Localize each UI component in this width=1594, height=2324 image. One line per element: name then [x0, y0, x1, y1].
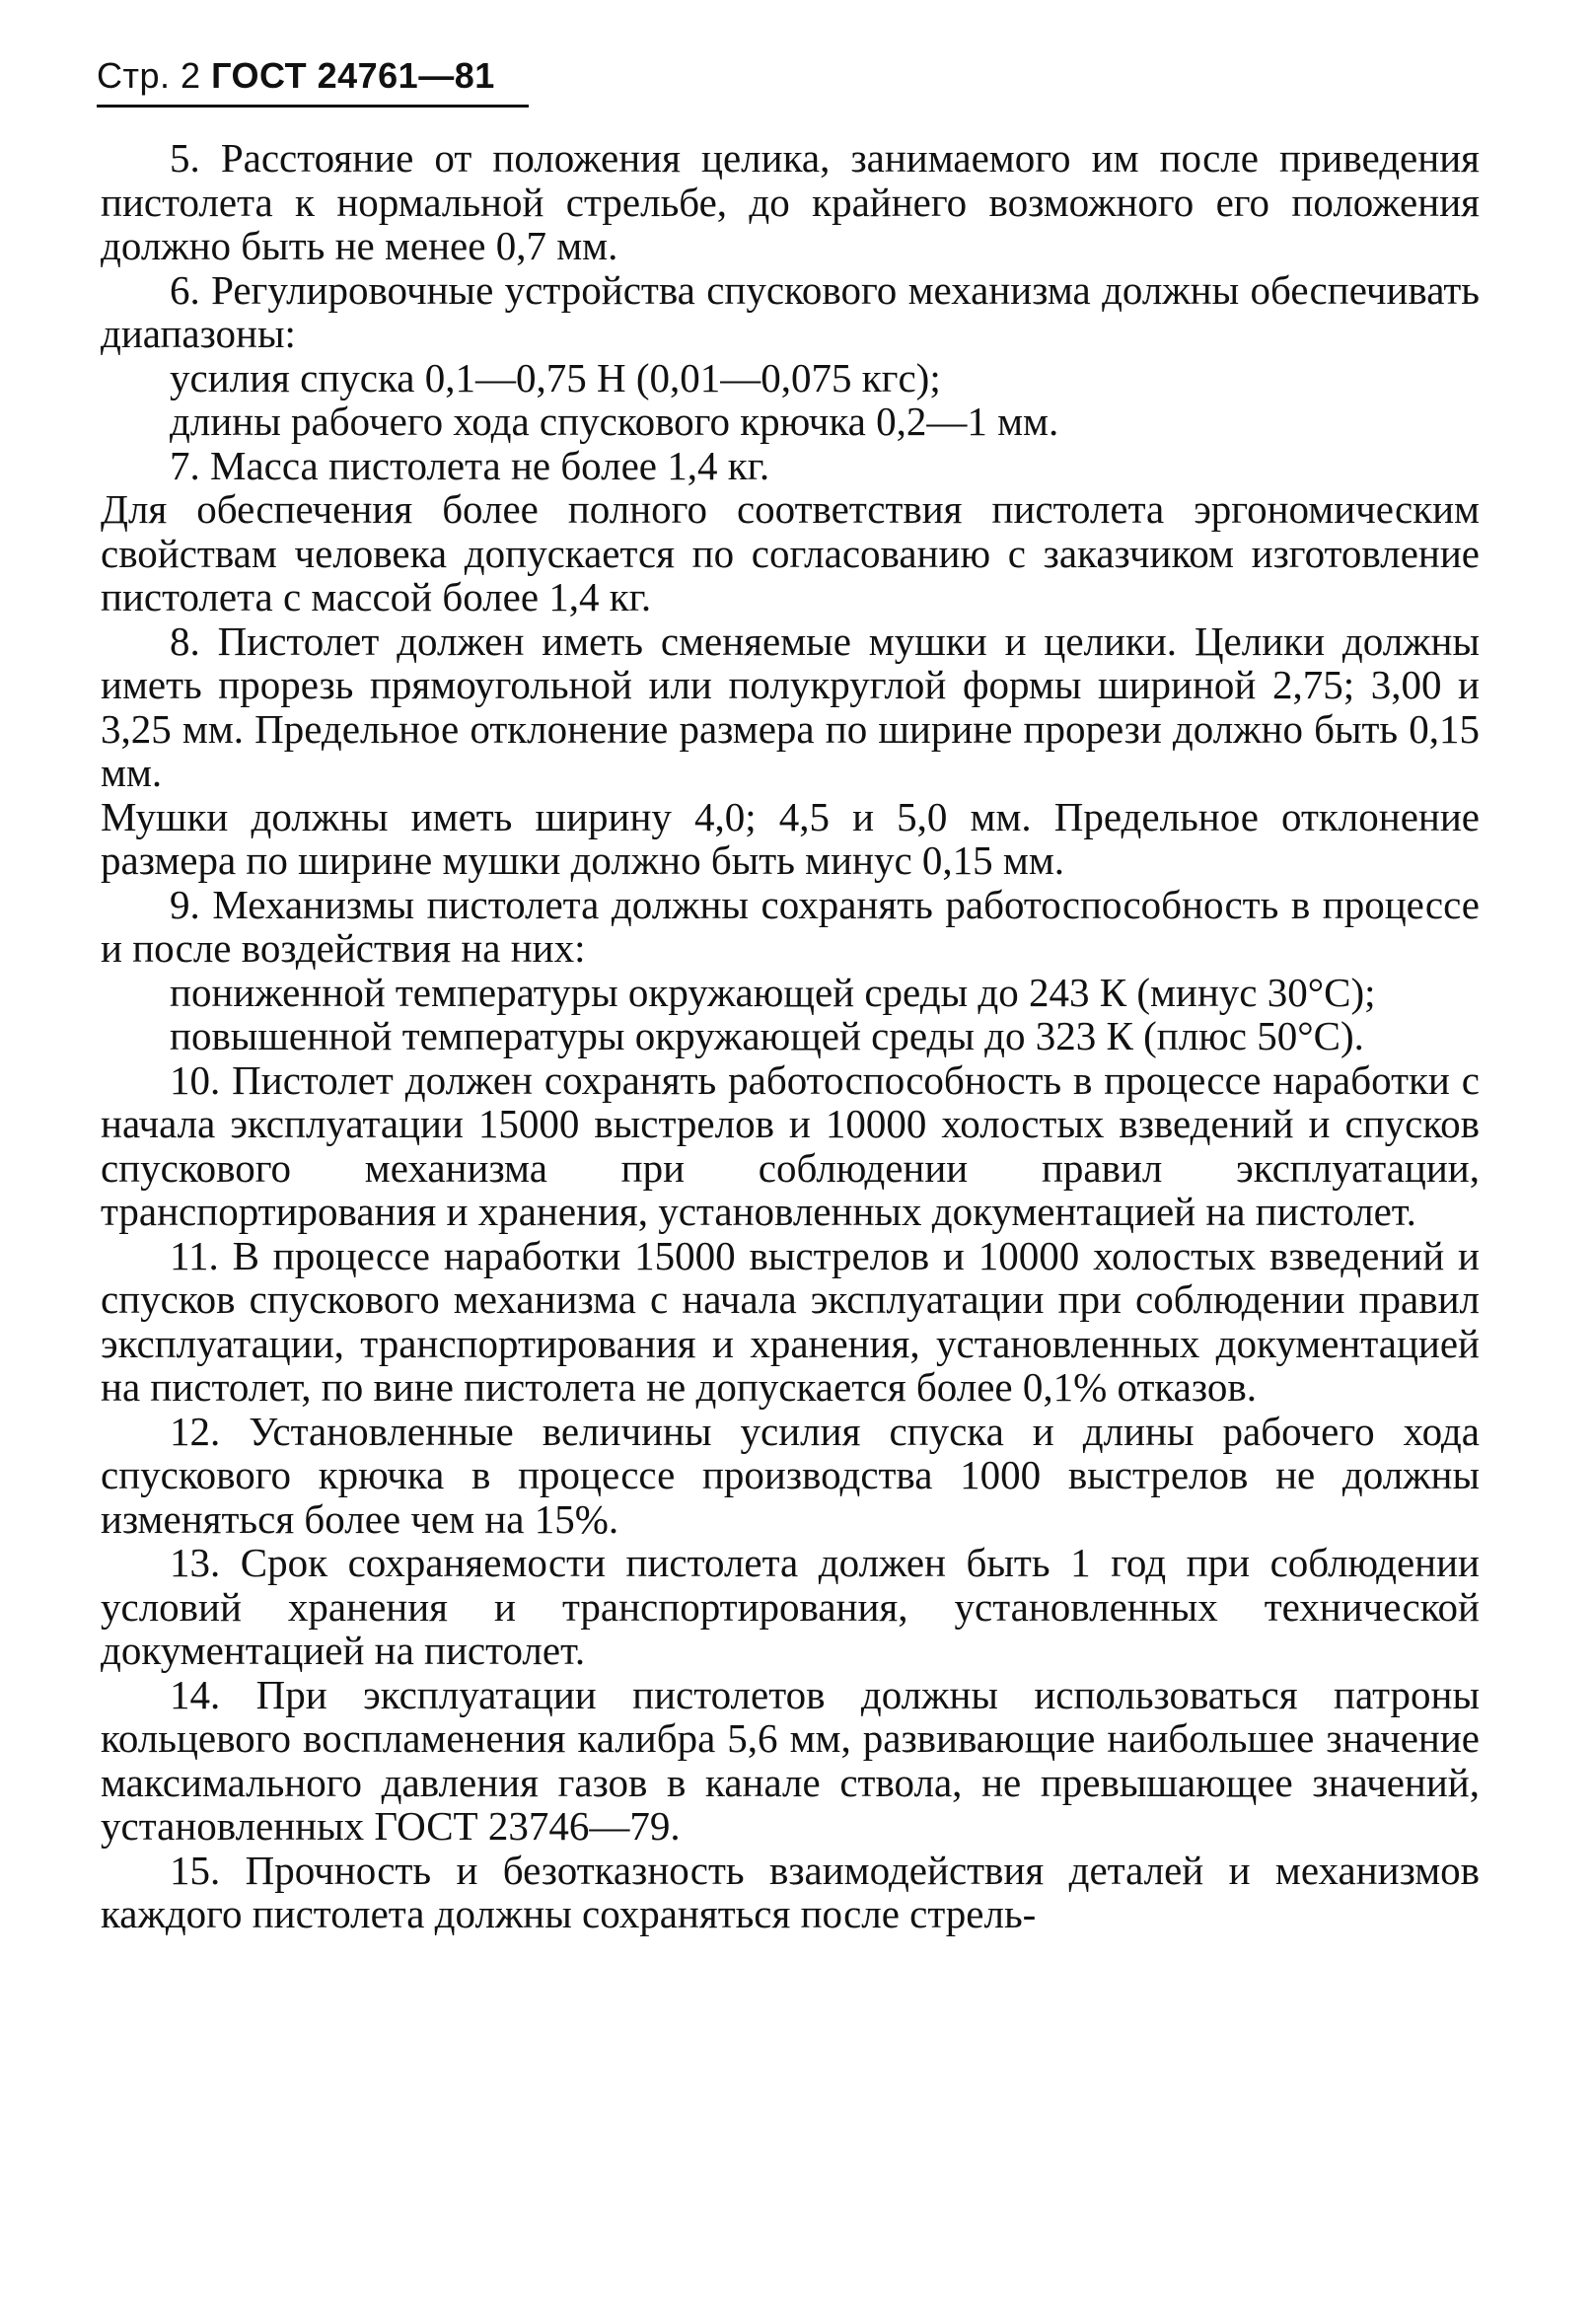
paragraph-14: 14. При эксплуатации пистолетов должны использоваться патроны кольцевого воспламенения калибра 5,6 мм, развивающие наибольшее значение максимального давления газов в канале ствола, не превышающее значений, установленных ГОСТ 23746—79.	[101, 1671, 1480, 1849]
standard-number: ГОСТ 24761—81	[211, 55, 495, 96]
paragraph-8-front-sights: Мушки должны иметь ширину 4,0; 4,5 и 5,0 мм. Предельное отклонение размера по ширине мушки должно быть минус 0,15 мм.	[101, 793, 1480, 883]
paragraph-11: 11. В процессе наработки 15000 выстрелов и 10000 холостых взведений и спусков спускового механизма с начала эксплуатации при соблюдении правил эксплуатации, транспортирования и хранения, установленных документацией на пистолет, по вине пистолета не допускается более 0,1% отказов.	[101, 1232, 1480, 1410]
page-number: Стр. 2	[97, 55, 201, 96]
paragraph-7: 7. Масса пистолета не более 1,4 кг.	[170, 442, 770, 488]
paragraph-5: 5. Расстояние от положения целика, занимаемого им после приведения пистолета к нормальной стрельбе, до крайнего возможного его положения должно быть не менее 0,7 мм.	[101, 135, 1480, 268]
paragraph-10: 10. Пистолет должен сохранять работоспособность в процессе наработки с начала эксплуатации 15000 выстрелов и 10000 холостых взведений и спусков спускового механизма при соблюдении правил эксплуатации, транспортирования и хранения, установленных документацией на пистолет.	[101, 1056, 1480, 1234]
paragraph-6-item-travel: длины рабочего хода спускового крючка 0,2—1 мм.	[170, 399, 1059, 444]
paragraph-12: 12. Установленные величины усилия спуска и длины рабочего хода спускового крючка в процессе производства 1000 выстрелов не должны изменяться более чем на 15%.	[101, 1408, 1480, 1542]
paragraph-9-high-temp: повышенной температуры окружающей среды до 323 К (плюс 50°С).	[170, 1013, 1364, 1058]
paragraph-15: 15. Прочность и безотказность взаимодействия деталей и механизмов каждого пистолета должны сохраняться после стрель-	[101, 1847, 1480, 1936]
page-header	[97, 55, 495, 97]
paragraph-9: 9. Механизмы пистолета должны сохранять работоспособность в процессе и после воздействия на них:	[101, 881, 1480, 971]
paragraph-6-item-force: усилия спуска 0,1—0,75 Н (0,01—0,075 кгс);	[170, 354, 941, 400]
paragraph-9-low-temp: пониженной температуры окружающей среды до 243 К (минус 30°С);	[170, 969, 1376, 1015]
header-divider	[97, 105, 529, 108]
paragraph-7-note: Для обеспечения более полного соответствия пистолета эргономическим свойствам человека допускается по согласованию с заказчиком изготовление пистолета с массой более 1,4 кг.	[101, 486, 1480, 619]
body-text	[101, 136, 1480, 1936]
paragraph-8: 8. Пистолет должен иметь сменяемые мушки и целики. Целики должны иметь прорезь прямоугольной или полукруглой формы шириной 2,75; 3,00 и 3,25 мм. Предельное отклонение размера по ширине прорези должно быть 0,15 мм.	[101, 617, 1480, 795]
paragraph-6: 6. Регулировочные устройства спускового механизма должны обеспечивать диапазоны:	[101, 266, 1480, 356]
paragraph-13: 13. Срок сохраняемости пистолета должен быть 1 год при соблюдении условий хранения и транспортирования, установленных технической документацией на пистолет.	[101, 1540, 1480, 1673]
